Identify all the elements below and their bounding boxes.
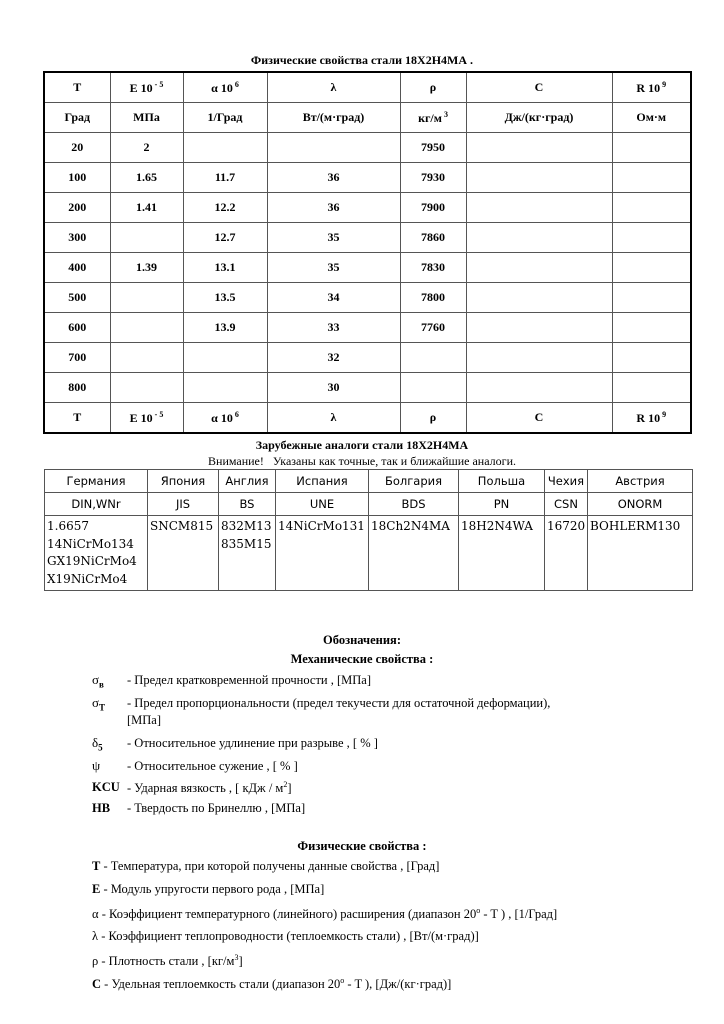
table-cell — [267, 133, 400, 163]
grade-name: 18H2N4WA — [461, 519, 533, 533]
phys-header-cell: T — [44, 403, 110, 434]
table-row — [44, 253, 691, 283]
standard-cell: UNE — [276, 493, 369, 516]
table-cell — [466, 313, 612, 343]
country-cell: Австрия — [588, 470, 693, 493]
phys-table-title: Физические свойства стали 18Х2Н4МА . — [250, 53, 474, 67]
standard-cell: BS — [219, 493, 276, 516]
table-cell — [183, 343, 267, 373]
table-cell — [612, 253, 691, 283]
analogs-note: Внимание! Указаны как точные, так и ближайшие аналоги. — [208, 454, 516, 468]
table-cell: 13.5 — [183, 283, 267, 313]
phys-header-cell: C — [466, 403, 612, 434]
table-cell: 12.7 — [183, 223, 267, 253]
phys-header-sup: 6 — [232, 79, 239, 89]
table-cell — [400, 373, 466, 403]
phys-header-cell: E 10 $^{- 5}$ — [110, 403, 183, 434]
mech-title: Механические свойства : — [290, 652, 434, 666]
phys-legend-line: T - Температура, при которой получены данные свойства , [Град] — [92, 859, 440, 873]
table-cell: 34 — [267, 283, 400, 313]
mech-symbol: $\sigma_в$ — [92, 672, 104, 690]
analogs-standard-row — [45, 493, 693, 516]
table-cell: 7860 — [400, 223, 466, 253]
grade-cell — [276, 516, 369, 591]
table-cell: 7900 — [400, 193, 466, 223]
table-row — [44, 373, 691, 403]
mech-description: - Относительное удлинение при разрыве , [ % ] — [127, 736, 378, 750]
table-cell: 7760 — [400, 313, 466, 343]
country-cell: Болгария — [369, 470, 459, 493]
table-cell: 13.9 — [183, 313, 267, 343]
table-cell — [466, 223, 612, 253]
phys-legend-line: λ - Коэффициент теплопроводности (теплоемкость стали) , [Вт/(м·град)] — [92, 929, 479, 943]
phys-symbol: C — [92, 977, 102, 992]
table-cell: 36 — [267, 193, 400, 223]
phys-header-sup: 3 — [441, 109, 448, 119]
table-row — [44, 313, 691, 343]
mech-description-cont: [МПа] — [127, 713, 162, 727]
table-row — [44, 343, 691, 373]
phys-header-sup: - 5 — [152, 409, 164, 419]
table-cell — [466, 253, 612, 283]
table-cell: 1.41 — [110, 193, 183, 223]
table-cell: 500 — [44, 283, 110, 313]
grade-name: BOHLERM130 — [590, 519, 681, 533]
table-cell — [612, 283, 691, 313]
phys-header-sup: 6 — [232, 409, 239, 419]
table-cell — [110, 313, 183, 343]
table-cell — [612, 163, 691, 193]
unit-sup: 2 — [283, 780, 288, 789]
country-cell: Испания — [276, 470, 369, 493]
standard-cell: PN — [459, 493, 545, 516]
grade-cell — [369, 516, 459, 591]
table-cell: 800 — [44, 373, 110, 403]
phys-header-cell: α 10 $^6$ — [183, 72, 267, 103]
phys-header-cell: кг/м $^3$ — [400, 103, 466, 133]
standard-cell: DIN,WNr — [45, 493, 148, 516]
table-cell — [466, 163, 612, 193]
analogs-title: Зарубежные аналоги стали 18Х2Н4МА — [255, 438, 469, 452]
mech-symbol-sub: 5 — [98, 742, 103, 753]
table-cell: 32 — [267, 343, 400, 373]
table-cell — [400, 343, 466, 373]
phys-header-sup: 9 — [660, 409, 667, 419]
analogs-country-row — [45, 470, 693, 493]
phys-legend-line: α - Коэффициент температурного (линейного) расширения (диапазон 20$^o$ - T ) , [1/Град] — [92, 906, 558, 922]
phys-header-cell: ρ — [400, 403, 466, 434]
table-cell — [183, 133, 267, 163]
grade-cell — [148, 516, 219, 591]
phys-header-sup: - 5 — [152, 79, 164, 89]
table-cell — [110, 223, 183, 253]
grade-cell — [45, 516, 148, 591]
table-cell — [466, 193, 612, 223]
table-cell — [612, 193, 691, 223]
mech-symbol-sub: в — [99, 679, 104, 690]
degree-sup: o — [340, 976, 345, 985]
table-cell — [110, 283, 183, 313]
table-cell: 12.2 — [183, 193, 267, 223]
table-row — [44, 193, 691, 223]
table-cell: 1.65 — [110, 163, 183, 193]
table-cell — [110, 373, 183, 403]
grade-name: 835M15 — [221, 536, 272, 551]
table-row — [44, 133, 691, 163]
table-cell: 30 — [267, 373, 400, 403]
country-cell: Германия — [45, 470, 148, 493]
phys-header-symbols — [44, 72, 691, 103]
mech-symbol: $\delta_5$ — [92, 735, 103, 753]
phys-legend-line: E - Модуль упругости первого рода , [МПа] — [92, 882, 325, 896]
table-cell — [612, 373, 691, 403]
grade-cell — [459, 516, 545, 591]
table-cell: 7800 — [400, 283, 466, 313]
country-cell: Англия — [219, 470, 276, 493]
country-cell: Польша — [459, 470, 545, 493]
table-cell — [612, 133, 691, 163]
phys-header-cell: ρ — [400, 72, 466, 103]
phys-header-cell: R 10 $^9$ — [612, 403, 691, 434]
mech-symbol: HB — [92, 801, 111, 815]
mech-symbol: ψ — [92, 758, 101, 773]
table-cell: 20 — [44, 133, 110, 163]
phys-properties-table — [43, 71, 692, 434]
mech-description: - Предел пропорциональности (предел текучести для остаточной деформации), — [127, 696, 551, 710]
mech-description: - Предел кратковременной прочности , [МПа] — [127, 673, 372, 687]
phys-symbol: λ — [92, 929, 99, 943]
grade-cell — [588, 516, 693, 591]
degree-sup: 3 — [234, 953, 239, 962]
phys-symbol: α — [92, 907, 99, 922]
table-cell: 13.1 — [183, 253, 267, 283]
table-cell: 400 — [44, 253, 110, 283]
table-cell — [466, 343, 612, 373]
table-cell: 35 — [267, 223, 400, 253]
table-cell: 100 — [44, 163, 110, 193]
table-row — [44, 283, 691, 313]
table-cell — [183, 373, 267, 403]
phys-header-cell: λ — [267, 72, 400, 103]
standard-cell: BDS — [369, 493, 459, 516]
grade-cell — [219, 516, 276, 591]
grade-name: 1.6657 — [47, 519, 89, 533]
table-cell: 1.39 — [110, 253, 183, 283]
phys-symbol: T — [92, 859, 101, 873]
grade-name: GX19NiCrMo4 — [47, 554, 137, 568]
phys-header-cell: R 10 $^9$ — [612, 72, 691, 103]
phys-header-units — [44, 103, 691, 133]
table-cell — [612, 223, 691, 253]
mech-description: - Относительное сужение , [ % ] — [127, 759, 298, 773]
table-cell: 33 — [267, 313, 400, 343]
phys-symbol: ρ — [92, 954, 99, 969]
table-cell: 300 — [44, 223, 110, 253]
table-cell: 2 — [110, 133, 183, 163]
phys-header-cell: МПа — [110, 103, 183, 133]
phys-header-cell: α 10 $^6$ — [183, 403, 267, 434]
phys-header-cell: Град — [44, 103, 110, 133]
analogs-value-row — [45, 516, 693, 591]
phys-legend-line: ρ - Плотность стали , $[кг/м^3]$ — [92, 953, 243, 969]
phys-header-cell: T — [44, 72, 110, 103]
phys-legend-title: Физические свойства : — [297, 839, 427, 853]
phys-legend-line: C - Удельная теплоемкость стали (диапазон 20$^o$ - T ), [Дж/(кг·град)] — [92, 976, 452, 992]
grade-name: 14NiCrMo134 — [47, 536, 134, 551]
table-cell — [466, 283, 612, 313]
grade-name: 832M13 — [221, 519, 272, 533]
mech-symbol: KCU — [92, 780, 120, 794]
table-row — [44, 223, 691, 253]
country-cell: Чехия — [545, 470, 588, 493]
grade-name: 16720 — [547, 519, 586, 533]
mech-description: - Твердость по Бринеллю , [МПа] — [127, 801, 306, 815]
standard-cell: CSN — [545, 493, 588, 516]
phys-footer-symbols — [44, 403, 691, 434]
table-cell — [466, 133, 612, 163]
country-cell: Япония — [148, 470, 219, 493]
analogs-table — [44, 469, 693, 591]
phys-header-cell: C — [466, 72, 612, 103]
phys-header-sup: 9 — [660, 79, 667, 89]
table-cell: 7950 — [400, 133, 466, 163]
grade-name: 14NiCrMo131 — [278, 519, 365, 533]
table-cell: 7830 — [400, 253, 466, 283]
grade-cell — [545, 516, 588, 591]
table-cell — [612, 343, 691, 373]
table-cell: 11.7 — [183, 163, 267, 193]
table-cell — [110, 343, 183, 373]
phys-symbol: E — [92, 882, 101, 896]
table-cell: 600 — [44, 313, 110, 343]
grade-name: 18Ch2N4MA — [371, 519, 450, 533]
phys-header-cell: Ом·м — [612, 103, 691, 133]
table-cell — [612, 313, 691, 343]
table-cell — [466, 373, 612, 403]
phys-header-cell: λ — [267, 403, 400, 434]
table-cell: 35 — [267, 253, 400, 283]
mech-symbol: $\sigma_T$ — [92, 695, 106, 713]
standard-cell: ONORM — [588, 493, 693, 516]
phys-header-cell: 1/Град — [183, 103, 267, 133]
grade-name: X19NiCrMo4 — [47, 571, 128, 586]
mech-description: - Ударная вязкость , [ кДж / $м^2$] — [127, 780, 292, 796]
table-cell: 7930 — [400, 163, 466, 193]
phys-header-cell: Дж/(кг·град) — [466, 103, 612, 133]
mech-symbol-sub: T — [99, 702, 106, 713]
grade-name: SNCM815 — [150, 519, 214, 533]
phys-header-cell: E 10 $^{- 5}$ — [110, 72, 183, 103]
table-row — [44, 163, 691, 193]
table-cell: 200 — [44, 193, 110, 223]
table-cell: 36 — [267, 163, 400, 193]
degree-sup: o — [476, 906, 481, 915]
legend-title: Обозначения: — [323, 633, 401, 647]
phys-header-cell: Вт/(м·град) — [267, 103, 400, 133]
standard-cell: JIS — [148, 493, 219, 516]
table-cell: 700 — [44, 343, 110, 373]
